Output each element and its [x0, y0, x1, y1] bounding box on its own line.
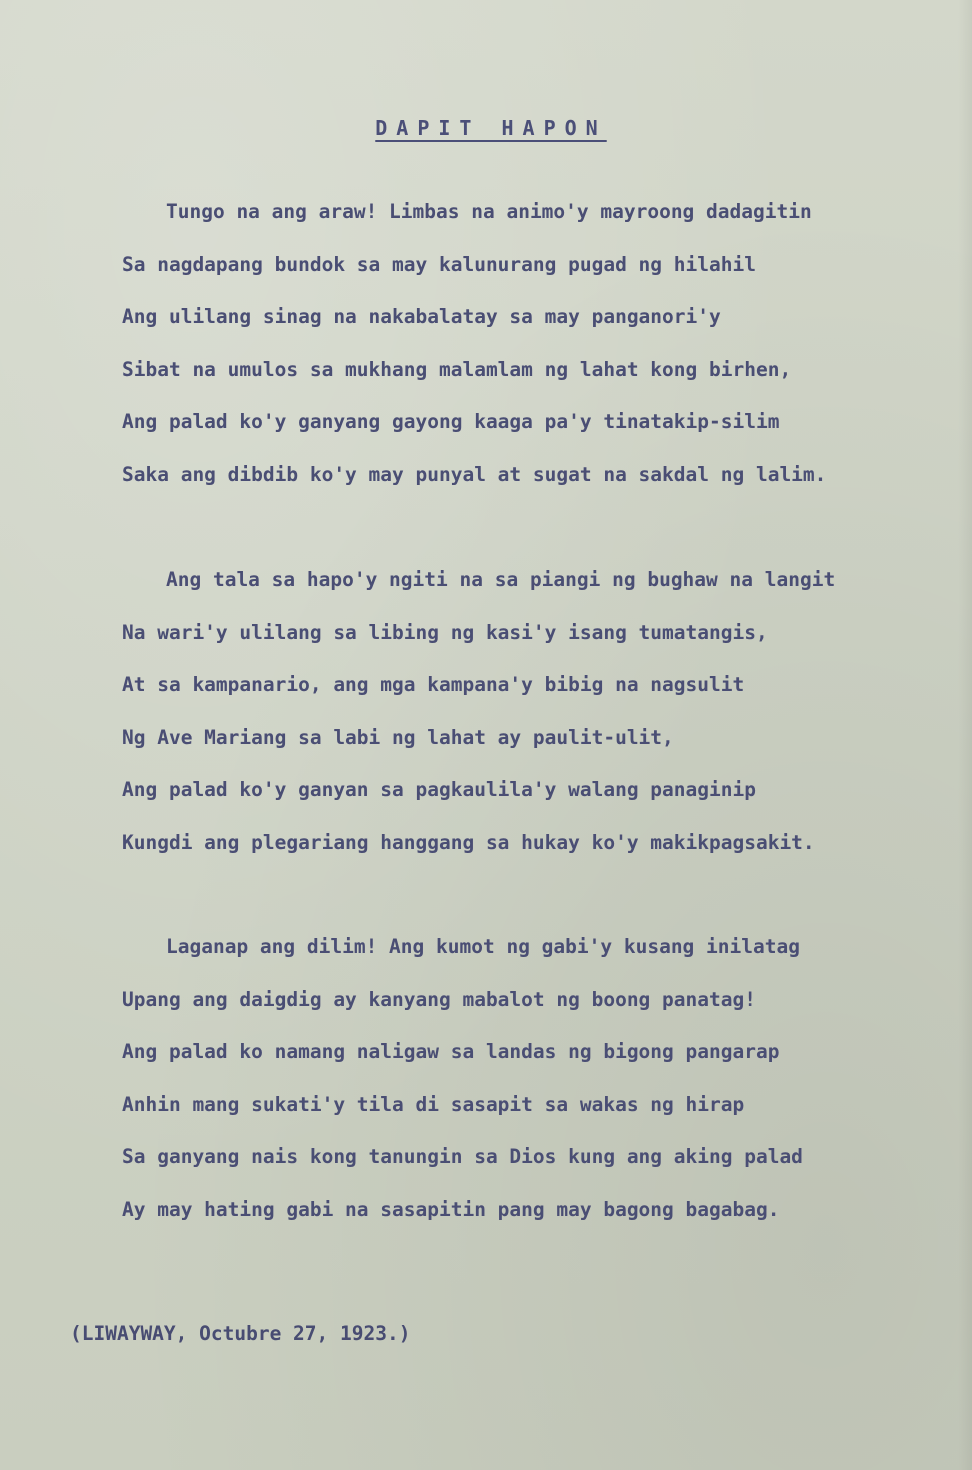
source-citation: (LIWAYWAY, Octubre 27, 1923.)	[70, 1322, 411, 1345]
poem-line: Ang palad ko'y ganyang gayong kaaga pa'y tinatakip-silim	[122, 410, 780, 433]
stanza-1	[122, 186, 952, 501]
poem-line: Na wari'y ulilang sa libing ng kasi'y isang tumatangis,	[122, 620, 768, 644]
poem-line: Laganap ang dilim! Ang kumot ng gabi'y kusang inilatag	[166, 935, 800, 958]
poem-title: DAPIT HAPON	[375, 116, 607, 140]
poem-line: Ang palad ko'y ganyan sa pagkaulila'y walang panaginip	[122, 778, 756, 801]
poem-line: Kungdi ang plegariang hanggang sa hukay ko'y makikpagsakit.	[122, 830, 815, 854]
poem-line: Ng Ave Mariang sa labi ng lahat ay paulit-ulit,	[122, 725, 674, 749]
stanza-3	[122, 921, 952, 1236]
poem-line: Sibat na umulos sa mukhang malamlam ng lahat kong birhen,	[122, 357, 792, 381]
poem-line: Ay may hating gabi na sasapitin pang may bagong bagabag.	[122, 1197, 780, 1221]
poem-line: Tungo na ang araw! Limbas na animo'y mayroong dadagitin	[166, 200, 812, 223]
poem-line: Upang ang daigdig ay kanyang mabalot ng boong panatag!	[122, 987, 756, 1011]
poem-line: Sa ganyang nais kong tanungin sa Dios kung ang aking palad	[122, 1145, 803, 1168]
poem-line: Saka ang dibdib ko'y may punyal at sugat na sakdal ng lalim.	[122, 462, 827, 486]
stanza-2	[122, 554, 952, 869]
poem-line: Ang ulilang sinag na nakabalatay sa may panganori'y	[122, 305, 721, 328]
poem-line: At sa kampanario, ang mga kampana'y bibig na nagsulit	[122, 673, 745, 696]
poem-line: Ang palad ko namang naligaw sa landas ng bigong pangarap	[122, 1040, 780, 1063]
poem-line: Anhin mang sukati'y tila di sasapit sa wakas ng hirap	[122, 1092, 745, 1116]
poem-line: Sa nagdapang bundok sa may kalunurang pugad ng hilahil	[122, 252, 756, 276]
page-edge-shadow	[958, 0, 972, 1470]
poem-line: Ang tala sa hapo'y ngiti na sa piangi ng bughaw na langit	[166, 568, 836, 591]
